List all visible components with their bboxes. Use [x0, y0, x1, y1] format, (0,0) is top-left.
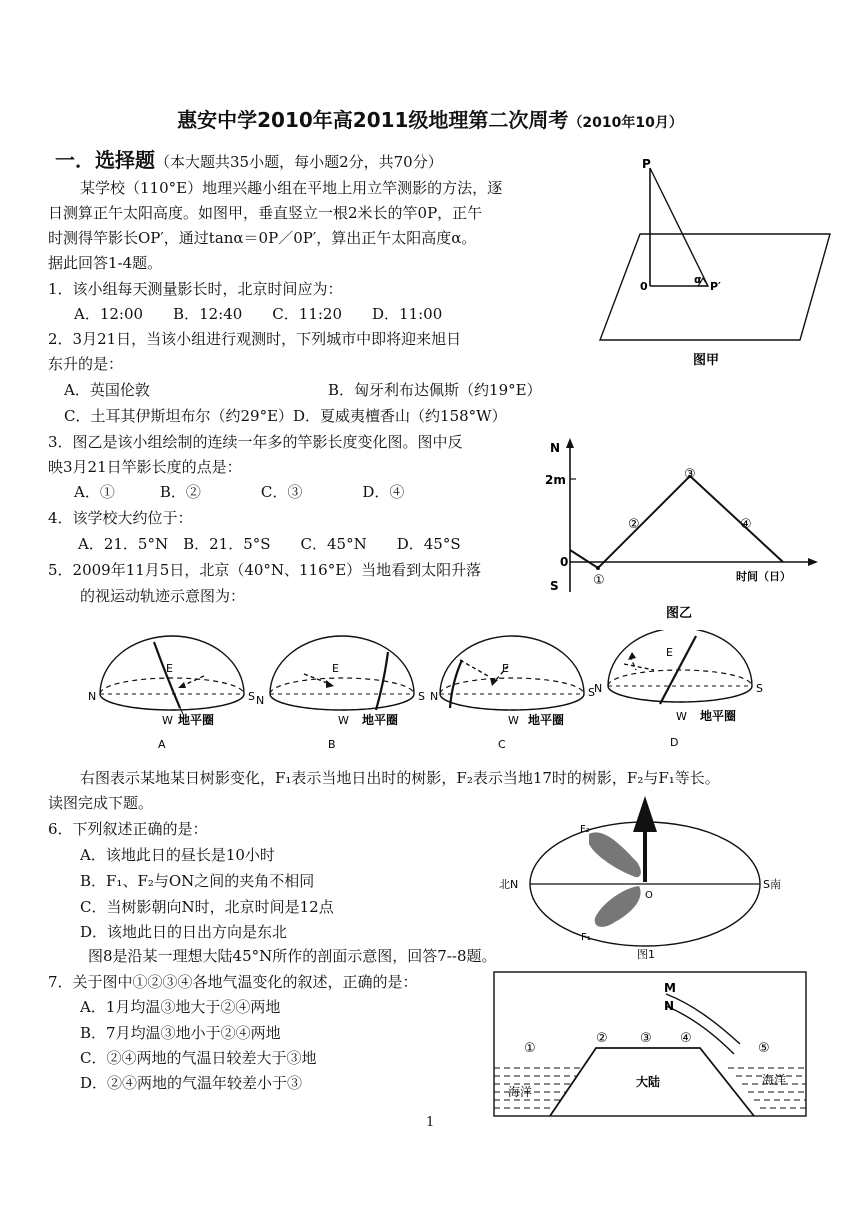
figure-yi [540, 432, 820, 622]
svg-text:S: S [418, 690, 425, 703]
svg-text:E: E [502, 662, 509, 675]
fig8-intro: 图8是沿某一理想大陆45°N所作的剖面示意图，回答7--8题。 [88, 947, 497, 965]
intro-line-1: 某学校（110°E）地理兴趣小组在平地上用立竿测影的方法，逐 [80, 179, 503, 197]
point-2-label: ② [596, 1031, 608, 1046]
svg-text:N: N [594, 682, 603, 695]
q6-stem: 6．下列叙述正确的是： [48, 820, 208, 838]
marker-4: ④ [740, 517, 752, 532]
ocean-right-label: 海洋 [762, 1073, 787, 1087]
point-3-label: ③ [640, 1031, 652, 1046]
svg-text:地平圈: 地平圈 [178, 713, 215, 727]
svg-text:W: W [676, 710, 687, 723]
q2-stem-2: 东升的是： [48, 355, 124, 373]
title-date: （2010年10月） [568, 115, 683, 131]
label-p: P [642, 157, 651, 171]
axis-2m: 2m [545, 473, 566, 487]
shadow-f2 [589, 832, 641, 877]
q2-option-b: B．匈牙利布达佩斯（约19°E） [328, 381, 542, 399]
figure-8-profile [492, 970, 810, 1120]
label-p-prime: P′ [710, 280, 721, 293]
page-number: 1 [426, 1115, 435, 1130]
land-label: 大陆 [636, 1075, 661, 1089]
svg-text:E: E [166, 662, 173, 675]
point-1 [596, 566, 600, 570]
intro-line-2: 日测算正午太阳高度。如图甲，垂直竖立一根2米长的竿0P，正午 [48, 204, 483, 222]
q2-option-a: A．英国伦敦 [64, 381, 150, 399]
ocean-left-label: 海洋 [508, 1085, 533, 1099]
dome-a [88, 636, 255, 751]
svg-text:地平圈: 地平圈 [362, 713, 399, 727]
sun-ray [650, 168, 708, 286]
shadow-f1 [595, 886, 641, 927]
svg-text:W: W [162, 714, 173, 727]
q6-option-d: D．该地此日的日出方向是东北 [80, 923, 288, 941]
point-4-label: ④ [680, 1031, 692, 1046]
label-o: 0 [640, 280, 648, 293]
dome-b [256, 636, 425, 751]
x-axis-arrow [808, 558, 818, 566]
marker-3: ③ [684, 467, 696, 482]
svg-text:E: E [666, 646, 673, 659]
q2-option-cd: C．土耳其伊斯坦布尔（约29°E）D．夏威夷檀香山（约158°W） [64, 407, 507, 425]
svg-text:S: S [588, 686, 595, 699]
svg-text:W: W [338, 714, 349, 727]
svg-text:地平圈: 地平圈 [700, 709, 737, 723]
svg-text:E: E [332, 662, 339, 675]
dome-c [430, 636, 595, 751]
svg-text:S: S [248, 690, 255, 703]
q1-options: A．12:00 B．12:40 C．11:20 D．11:00 [74, 305, 443, 323]
label-o: O [645, 890, 653, 901]
axis-zero: 0 [560, 555, 569, 569]
dome-a-label: A [158, 738, 166, 751]
caption-yi: 图乙 [666, 606, 693, 621]
svg-text:N: N [256, 694, 265, 707]
q7-option-c: C．②④两地的气温日较差大于③地 [80, 1049, 317, 1067]
q6-option-c: C．当树影朝向N时，北京时间是12点 [80, 898, 334, 916]
label-alpha: α [694, 273, 702, 286]
marker-1: ① [593, 573, 605, 588]
q3-options: A．① B．② C．③ D．④ [74, 483, 405, 501]
q7-option-d: D．②④两地的气温年较差小于③ [80, 1074, 303, 1092]
page-title: 惠安中学2010年高2011级地理第二次周考（2010年10月） [177, 108, 683, 132]
section-heading: 一．选择题（本大题共35小题，每小题2分，共70分） [55, 148, 443, 172]
label-m: M [664, 981, 676, 995]
intro-line-4: 据此回答1-4题。 [48, 254, 163, 272]
q6-option-b: B．F₁、F₂与ON之间的夹角不相同 [80, 872, 315, 890]
y-axis-arrow [566, 438, 574, 448]
tree-intro-line-1: 右图表示某地某日树影变化，F₁表示当地日出时的树影，F₂表示当地17时的树影，F₂与F₁等长。 [80, 769, 720, 787]
q7-stem: 7．关于图中①②③④各地气温变化的叙述，正确的是： [48, 973, 418, 991]
q5-stem-2: 的视运动轨迹示意图为： [80, 587, 246, 605]
marker-2: ② [628, 517, 640, 532]
figure-1-tree-shadow [495, 790, 805, 965]
section-note: （本大题共35小题，每小题2分，共70分） [155, 153, 443, 171]
axis-n: N [550, 441, 561, 455]
label-south: S南 [763, 878, 781, 891]
tree-crown-icon [633, 796, 657, 832]
axis-s: S [550, 579, 559, 593]
q4-options: A．21．5°N B．21．5°S C．45°N D．45°S [78, 535, 461, 553]
dome-d-label: D [670, 736, 679, 749]
svg-text:N: N [88, 690, 97, 703]
point-5-label: ⑤ [758, 1041, 770, 1056]
svg-text:S: S [756, 682, 763, 695]
q7-option-b: B．7月均温③地小于②④两地 [80, 1024, 281, 1042]
caption-jia: 图甲 [693, 353, 720, 368]
caption-fig1: 图1 [637, 948, 655, 961]
q3-stem-1: 3．图乙是该小组绘制的连续一年多的竿影长度变化图。图中反 [48, 433, 463, 451]
svg-text:W: W [508, 714, 519, 727]
isotherm-m [666, 994, 740, 1044]
label-n: N [664, 999, 675, 1013]
q2-stem-1: 2．3月21日，当该小组进行观测时，下列城市中即将迎来旭日 [48, 330, 462, 348]
dome-c-label: C [498, 738, 506, 751]
q7-option-a: A．1月均温③地大于②④两地 [80, 998, 281, 1016]
q5-stem-1: 5．2009年11月5日，北京（40°N、116°E）当地看到太阳升落 [48, 561, 482, 579]
dome-b-label: B [328, 738, 336, 751]
figure-jia [590, 150, 840, 370]
q4-stem: 4．该学校大约位于： [48, 509, 193, 527]
label-f1: F₁ [581, 932, 591, 943]
dome-d [594, 630, 763, 749]
intro-line-3: 时测得竿影长OP′，通过tanα＝0P／0P′，算出正午太阳高度α。 [48, 229, 477, 247]
label-north: 北N [499, 878, 519, 891]
tree-intro-line-2: 读图完成下题。 [48, 794, 154, 812]
svg-text:N: N [430, 690, 439, 703]
point-1-label: ① [524, 1041, 536, 1056]
axis-time: 时间（日） [736, 570, 791, 583]
svg-text:地平圈: 地平圈 [528, 713, 565, 727]
q3-stem-2: 映3月21日竿影长度的点是： [48, 458, 242, 476]
sun-path-diagrams [88, 630, 788, 760]
label-f2: F₂ [580, 824, 590, 835]
q1-stem: 1．该小组每天测量影长时，北京时间应为： [48, 280, 343, 298]
q6-option-a: A．该地此日的昼长是10小时 [80, 846, 275, 864]
